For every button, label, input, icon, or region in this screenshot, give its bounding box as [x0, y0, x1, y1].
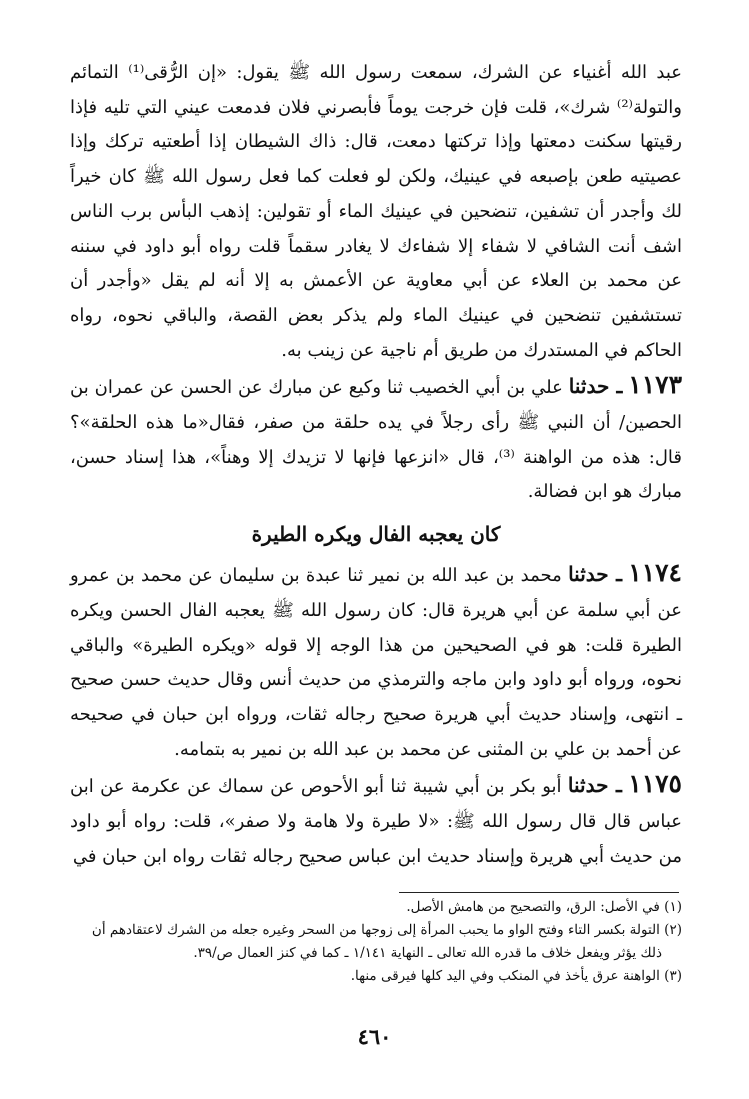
- hadith-number: ١١٧٥: [628, 769, 682, 799]
- footnotes: [70, 896, 682, 988]
- hadith-number: ١١٧٤: [628, 558, 682, 588]
- page-body: [70, 56, 682, 874]
- hadith-heading-word: ـ حدثنا: [568, 562, 622, 587]
- section-title: كان يعجبه الفال ويكره الطيرة: [251, 522, 501, 547]
- hadith-text: أبو بكر بن أبي شيبة ثنا أبو الأحوص عن سماك عن عكرمة عن ابن عباس قال قال رسول الله ﷺ: «لا طيرة ولا هامة ولا صفر»، قلت: رواه أبو داود من حديث أبي هريرة وإسناد حديث ابن عباس صحيح رجاله ثقات رواه ابن حبان في: [70, 776, 682, 867]
- page-number: ٤٦٠: [357, 1024, 392, 1049]
- footnote-separator: [399, 892, 679, 893]
- footnote-2-continuation: ذلك يؤثر ويفعل خلاف ما قدره الله تعالى ـ النهاية ١/١٤١ ـ كما في كنز العمال ص/٣٩.: [193, 945, 662, 961]
- footnote-3: (٣) الواهنة عرق يأخذ في المنكب وفي اليد كلها فيرقى منها.: [350, 968, 682, 984]
- footnote-1: (١) في الأصل: الرق، والتصحيح من هامش الأصل.: [406, 899, 682, 915]
- paragraph-1: عبد الله أغنياء عن الشرك، سمعت رسول الله ﷺ يقول: «إن الرُّقى⁽¹⁾ التمائم والتولة⁽²⁾ شرك»، قلت فإن خرجت يوماً فأبصرني فلان فدمعت عيني التي تليه فإذا رقيتها سكنت دمعتها وإذا تركتها دمعت، قال: ذاك الشيطان إذا أطعتيه تركك وإذا عصيتيه طعن بإصبعه في عينيك، ولكن لو فعلت كما فعل رسول الله ﷺ كان خيراً لك وأجدر أن تشفين، تنضحين في عينيك الماء أو تقولين: إذهب البأس برب الناس اشف أنت الشافي لا شفاء إلا شفاءك لا يغادر سقماً قلت رواه أبو داود في سننه عن محمد بن العلاء عن أبي معاوية عن الأعمش به إلا أنه لم يقل «وأجدر أن تستشفين تنضحين في عينيك الماء ولم يذكر بعض القصة، والباقي نحوه، رواه الحاكم في المستدرك من طريق أم ناجية عن زينب به.: [70, 62, 682, 361]
- hadith-text: محمد بن عبد الله بن نمير ثنا عبدة بن سليمان عن محمد بن عمرو عن أبي سلمة عن أبي هريرة قال: كان رسول الله ﷺ يعجبه الفال الحسن ويكره الطيرة قلت: هو في الصحيحين من هذا الوجه إلا قوله «ويكره الطيرة» والباقي نحوه، ورواه أبو داود وابن ماجه والترمذي من حديث أنس وقال حديث حسن صحيح ـ انتهى، وإسناد حديث أبي هريرة صحيح رجاله ثقات، ورواه ابن حبان في صحيحه عن أحمد بن علي بن المثنى عن محمد بن عبد الله بن نمير به بتمامه.: [70, 565, 682, 760]
- footnote-2: (٢) التولة بكسر التاء وفتح الواو ما يحبب المرأة إلى زوجها من السحر وغيره جعله من الشرك لاعتقادهم أن: [91, 922, 682, 938]
- hadith-text: علي بن أبي الخصيب ثنا وكيع عن مبارك عن الحسن عن عمران بن الحصين/ أن النبي ﷺ رأى رجلاً في يده حلقة من صفر، فقال«ما هذه الحلقة»؟ قال: هذه من الواهنة ⁽³⁾، قال «انزعها فإنها لا تزيدك إلا وهناً»، هذا إسناد حسن، مبارك هو ابن فضالة.: [70, 377, 682, 503]
- hadith-number: ١١٧٣: [628, 370, 682, 400]
- paragraph-hadith-1175: [70, 767, 682, 874]
- hadith-heading-word: ـ حدثنا: [568, 374, 623, 399]
- hadith-heading-word: ـ حدثنا: [567, 773, 622, 798]
- paragraph-hadith-1174: [70, 556, 682, 767]
- paragraph-hadith-1173: [70, 368, 682, 510]
